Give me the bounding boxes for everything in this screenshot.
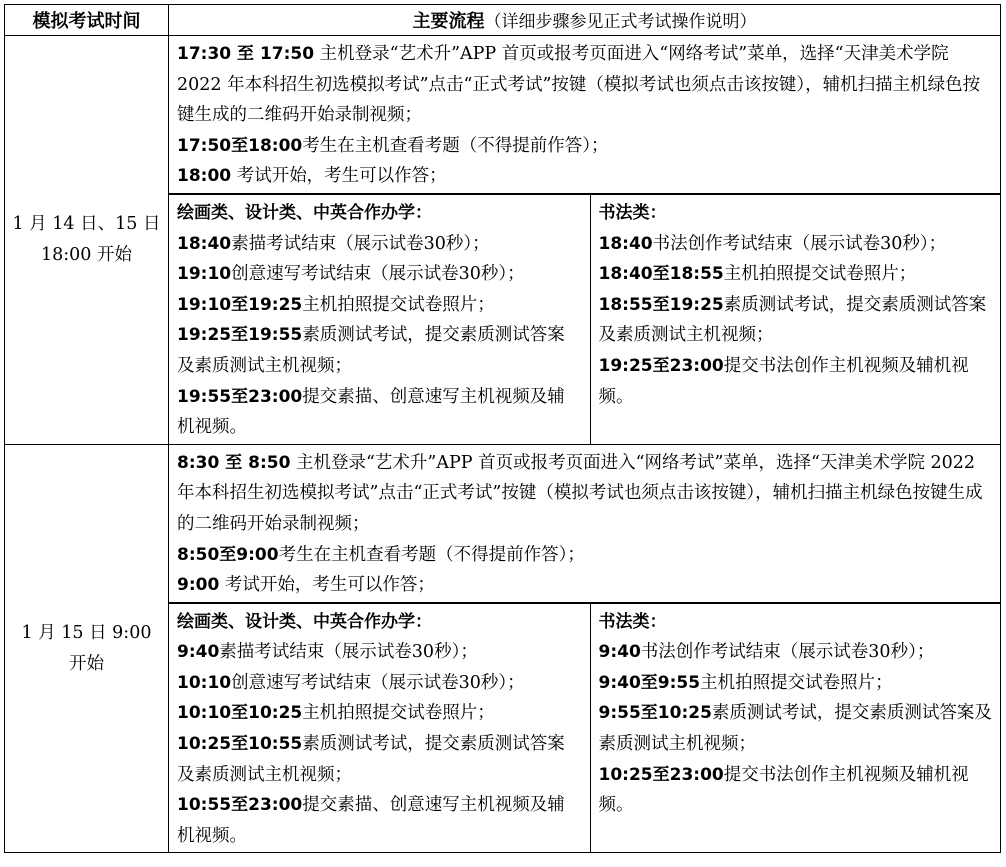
header-time: 模拟考试时间 bbox=[5, 5, 169, 36]
day1-right-3-text: 提交书法创作主机视频及辅机视频。 bbox=[598, 355, 969, 407]
schedule-table bbox=[4, 4, 1001, 853]
day2-right-1-time: 9:40至9:55 bbox=[598, 672, 701, 693]
day2-left-0-time: 9:40 bbox=[177, 642, 220, 663]
day2-right-3-time: 10:25至23:00 bbox=[598, 764, 724, 785]
day1-intro-1-text: 考生在主机查看考题（不得提前作答）； bbox=[302, 135, 609, 156]
day1-right-2-time: 18:55至19:25 bbox=[598, 294, 724, 315]
day1-left-2-text: 主机拍照提交试卷照片； bbox=[302, 294, 495, 315]
day1-right-0-time: 18:40 bbox=[598, 233, 653, 254]
day1-calligraphy bbox=[590, 194, 1000, 443]
day1-intro-line bbox=[177, 39, 992, 131]
day1-left-title: 绘画类、设计类、中英合作办学： bbox=[177, 202, 432, 223]
day1-right-3-time: 19:25至23:00 bbox=[598, 355, 724, 376]
day1-left-0-text: 素描考试结束（展示试卷30秒）； bbox=[231, 233, 490, 254]
day2-intro-1-time: 8:50至9:00 bbox=[177, 544, 279, 565]
day1-right-item bbox=[599, 290, 993, 351]
day2-right-1-text: 主机拍照提交试卷照片； bbox=[700, 672, 893, 693]
day2-left-2-time: 10:10至10:25 bbox=[177, 703, 303, 724]
day2-right-0-time: 9:40 bbox=[598, 642, 641, 663]
day2-left-2-text: 主机拍照提交试卷照片； bbox=[302, 703, 495, 724]
day2-left-item bbox=[177, 637, 582, 668]
day2-time: 1 月 15 日 9:00 开始 bbox=[5, 444, 169, 853]
day2-right-item bbox=[599, 698, 993, 759]
day1-inner-table bbox=[169, 194, 1000, 444]
day1-intro-0-time: 17:30 至 17:50 bbox=[177, 44, 315, 64]
day1-left-item bbox=[177, 382, 582, 443]
day2-right-item bbox=[599, 668, 993, 699]
day1-right-item bbox=[599, 229, 993, 260]
day2-left-item bbox=[177, 668, 582, 699]
day1-intro-1-time: 17:50至18:00 bbox=[177, 135, 303, 156]
day1-left-item bbox=[177, 320, 582, 381]
day2-intro-1-text: 考生在主机查看考题（不得提前作答）； bbox=[278, 544, 585, 565]
day1-left-item bbox=[177, 229, 582, 260]
day2-right-0-text: 书法创作考试结束（展示试卷30秒）； bbox=[640, 642, 935, 663]
day1-intro-2-time: 18:00 bbox=[177, 166, 232, 187]
day2-intro-line bbox=[177, 448, 992, 540]
day2-left-item bbox=[177, 698, 582, 729]
day2-right-2-text: 素质测试考试，提交素质测试答案及素质测试主机视频； bbox=[598, 703, 992, 755]
day2-calligraphy bbox=[590, 603, 1000, 852]
day1-right-0-text: 书法创作考试结束（展示试卷30秒）； bbox=[652, 233, 947, 254]
day1-intro-line bbox=[177, 131, 992, 162]
day2-intro-2-time: 9:00 bbox=[177, 575, 220, 596]
day1-split bbox=[169, 193, 1001, 444]
header-flow bbox=[169, 5, 1001, 36]
day2-left-1-text: 创意速写考试结束（展示试卷30秒）； bbox=[231, 672, 525, 693]
day1-left-4-text: 提交素描、创意速写主机视频及辅机视频。 bbox=[177, 386, 565, 438]
day2-split bbox=[169, 602, 1001, 853]
day1-left-item bbox=[177, 259, 582, 290]
day1-painting-design bbox=[169, 194, 590, 443]
day1-intro-line bbox=[177, 161, 992, 192]
day1-intro-2-text: 考试开始，考生可以作答； bbox=[231, 166, 447, 187]
header-flow-sub: （详细步骤参见正式考试操作说明） bbox=[484, 12, 757, 32]
day1-left-0-time: 18:40 bbox=[177, 233, 232, 254]
day1-right-1-text: 主机拍照提交试卷照片； bbox=[723, 264, 917, 285]
day2-left-3-time: 10:25至10:55 bbox=[177, 734, 303, 755]
day2-left-title: 绘画类、设计类、中英合作办学： bbox=[177, 611, 432, 632]
day2-inner-table bbox=[169, 603, 1000, 853]
day1-right-1-time: 18:40至18:55 bbox=[598, 264, 724, 285]
day1-left-3-time: 19:25至19:55 bbox=[177, 325, 303, 346]
day2-left-1-time: 10:10 bbox=[177, 672, 232, 693]
day2-right-title: 书法类： bbox=[598, 611, 667, 632]
day2-intro bbox=[169, 444, 1001, 602]
day2-intro-2-text: 考试开始，考生可以作答； bbox=[219, 575, 435, 596]
day2-right-item bbox=[599, 637, 993, 668]
day2-right-item bbox=[599, 760, 993, 821]
day2-left-item bbox=[177, 790, 582, 851]
day2-left-4-time: 10:55至23:00 bbox=[177, 795, 303, 816]
day1-left-item bbox=[177, 290, 582, 321]
header-flow-main: 主要流程 bbox=[412, 11, 485, 32]
header-row bbox=[5, 5, 1001, 36]
day2-left-item bbox=[177, 729, 582, 790]
day1-left-4-time: 19:55至23:00 bbox=[177, 386, 303, 407]
day2-left-3-text: 素质测试考试，提交素质测试答案及素质测试主机视频； bbox=[177, 734, 565, 785]
day2-intro-0-time: 8:30 至 8:50 bbox=[177, 452, 291, 473]
day1-intro-row bbox=[5, 36, 1001, 194]
day1-intro-0-text: 主机登录“艺术升”APP 首页或报考页面进入“网络考试”菜单，选择“天津美术学院 2022 年本科招生初选模拟考试”点击“正式考试”按键（模拟考试也须点击该按键），辅机扫描主机绿色按键生成的二维码开始录制视频； bbox=[177, 44, 981, 126]
day1-right-2-text: 素质测试考试，提交素质测试答案及素质测试主机视频； bbox=[598, 294, 987, 346]
day1-left-2-time: 19:10至19:25 bbox=[177, 294, 303, 315]
day1-left-1-time: 19:10 bbox=[177, 264, 232, 285]
day2-intro-line bbox=[177, 540, 992, 571]
day1-left-1-text: 创意速写考试结束（展示试卷30秒）； bbox=[231, 264, 525, 285]
day2-intro-line bbox=[177, 570, 992, 601]
day1-intro bbox=[169, 36, 1001, 194]
day1-right-item bbox=[599, 351, 993, 412]
day1-time: 1 月 14 日、15 日 18:00 开始 bbox=[5, 36, 169, 445]
day1-right-item bbox=[599, 259, 993, 290]
day1-left-3-text: 素质测试考试，提交素质测试答案及素质测试主机视频； bbox=[177, 325, 565, 376]
day2-intro-0-text: 主机登录“艺术升”APP 首页或报考页面进入“网络考试”菜单，选择“天津美术学院 2022 年本科招生初选模拟考试”点击“正式考试”按键（模拟考试也须点击该按键），辅机扫描主机绿色按键生成的二维码开始录制视频； bbox=[177, 452, 983, 534]
day2-left-4-text: 提交素描、创意速写主机视频及辅机视频。 bbox=[177, 795, 565, 846]
day2-left-0-text: 素描考试结束（展示试卷30秒）； bbox=[219, 642, 478, 663]
day2-intro-row bbox=[5, 444, 1001, 602]
day2-painting-design bbox=[169, 603, 590, 852]
day2-right-2-time: 9:55至10:25 bbox=[598, 703, 712, 724]
day2-right-3-text: 提交书法创作主机视频及辅机视频。 bbox=[598, 764, 969, 816]
day1-right-title: 书法类： bbox=[598, 202, 667, 223]
